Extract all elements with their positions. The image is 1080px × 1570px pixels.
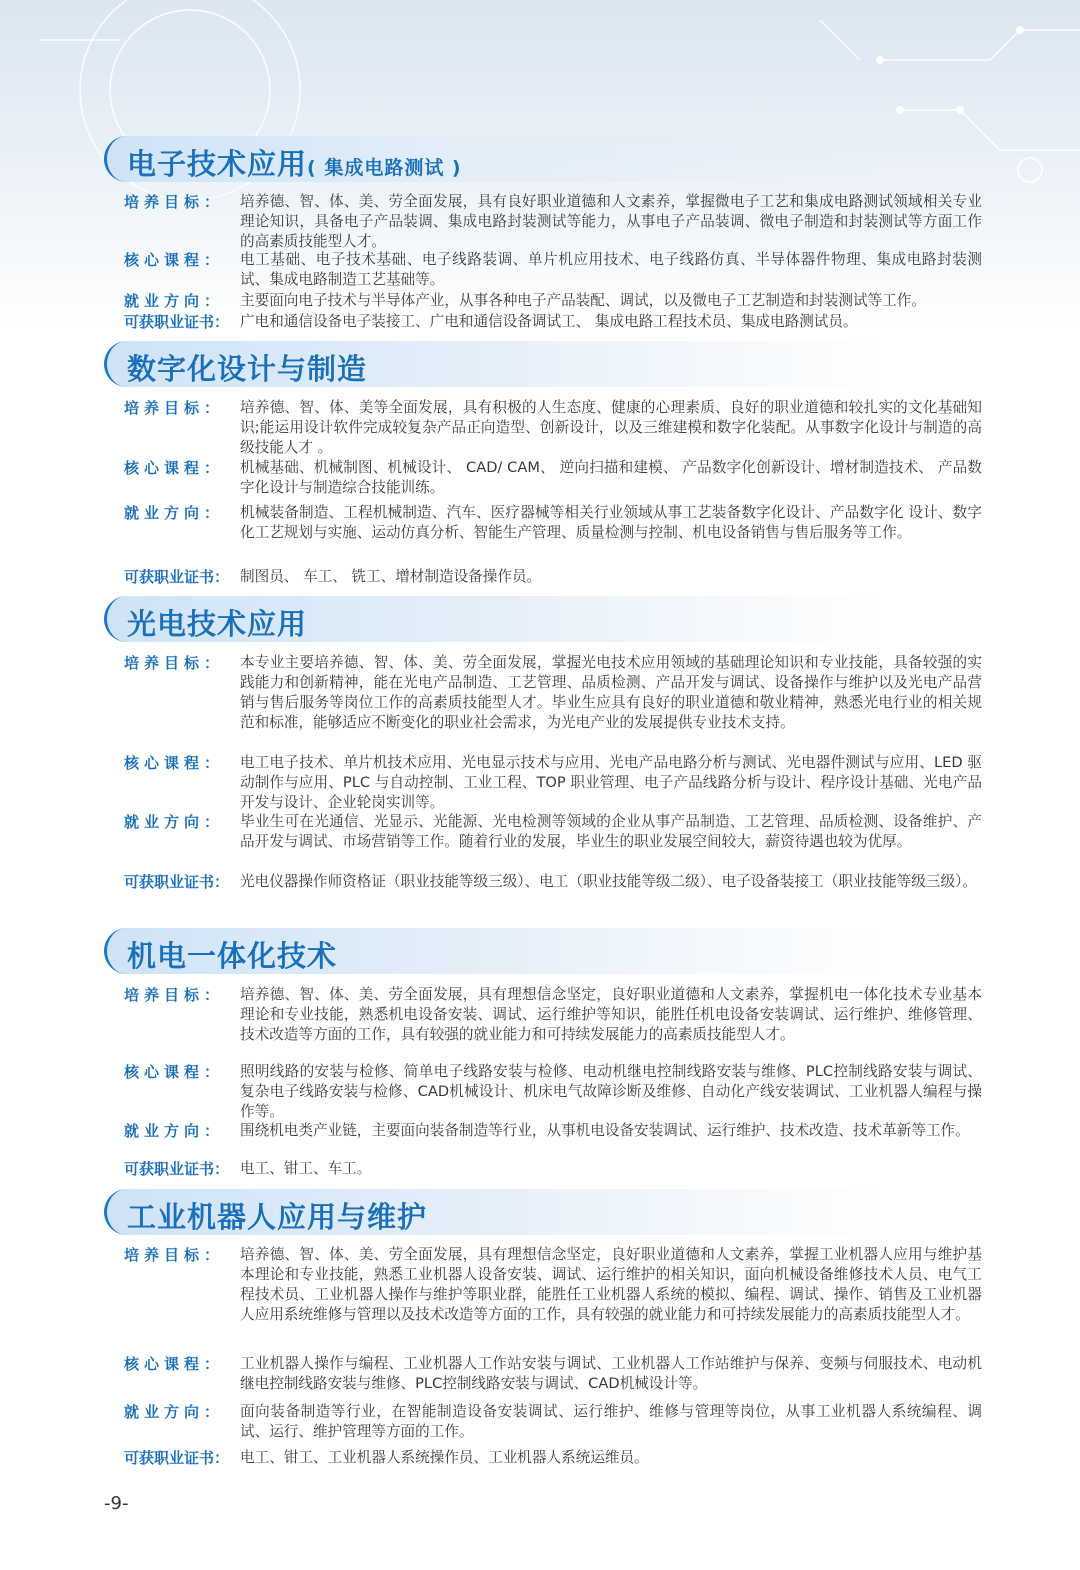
row-text: 电工、钳工、工业机器人系统操作员、工业机器人系统运维员。 bbox=[240, 1449, 649, 1466]
row-label: 核心课程： bbox=[124, 459, 225, 477]
row-text: 制图员、 车工、 铣工、增材制造设备操作员。 bbox=[240, 568, 542, 585]
row-label: 核心课程： bbox=[124, 1355, 225, 1373]
row-label: 培养目标： bbox=[124, 1246, 225, 1264]
row-text: 电工、钳工、车工。 bbox=[240, 1160, 372, 1177]
row-text: 工业机器人操作与编程、工业机器人工作站安装与调试、工业机器人工作站维护与保养、变频与伺服技术、电动机继电控制线路安装与维修、PLC控制线路安装与调试、CAD机械设计等。 bbox=[240, 1355, 982, 1392]
row-label: 核心课程： bbox=[124, 754, 225, 772]
row-label: 可获职业证书： bbox=[124, 1449, 230, 1467]
row-label: 核心课程： bbox=[124, 251, 225, 269]
section-title: 光电技术应用 bbox=[127, 607, 308, 641]
row-text: 广电和通信设备电子装接工、广电和通信设备调试工、 集成电路工程技术员、集成电路测试员。 bbox=[240, 313, 858, 330]
row-label: 培养目标： bbox=[124, 399, 225, 417]
section-banner bbox=[104, 136, 884, 182]
row-label: 可获职业证书： bbox=[124, 313, 230, 331]
section-subtitle: ( 集成电路测试 ) bbox=[307, 157, 462, 179]
row-label: 培养目标： bbox=[124, 654, 225, 672]
section-title: 数字化设计与制造 bbox=[127, 352, 368, 386]
row-label: 就业方向： bbox=[124, 813, 225, 831]
row-label: 可获职业证书： bbox=[124, 568, 230, 586]
row-text: 培养德、智、体、美等全面发展，具有积极的人生态度、健康的心理素质、良好的职业道德和较扎实的文化基础知识;能运用设计软件完成较复杂产品正向造型、创新设计，以及三维建模和数字化装配。从事数字化设计与制造的高级技能人才 。 bbox=[240, 399, 982, 456]
section-banner bbox=[104, 596, 884, 642]
section-banner bbox=[104, 1189, 884, 1235]
row-text: 围绕机电类产业链，主要面向装备制造等行业，从事机电设备安装调试、运行维护、技术改造、技术革新等工作。 bbox=[240, 1122, 970, 1139]
section-title: 电子技术应用( 集成电路测试 ) bbox=[127, 147, 462, 181]
row-text: 培养德、智、体、美、劳全面发展，具有理想信念坚定，良好职业道德和人文素养，掌握工业机器人应用与维护基本理论和专业技能，熟悉工业机器人设备安装、调试、运行维护的相关知识，面向机械设备维修技术人员、电气工程技术员、工业机器人操作与维护等职业群，能胜任工业机器人系统的模拟、编程、调试、操作、销售及工业机器人应用系统维修与管理以及技术改造等方面的工作，具有较强的就业能力和可持续发展能力的高素质技能型人才。 bbox=[240, 1246, 982, 1323]
row-label: 可获职业证书： bbox=[124, 1160, 230, 1178]
row-text: 电工电子技术、单片机技术应用、光电显示技术与应用、光电产品电路分析与测试、光电器件测试与应用、LED 驱动制作与应用、PLC 与自动控制、工业工程、TOP 职业管理、电子产品线路分析与设计、程序设计基础、光电产品开发与设计、企业轮岗实训等。 bbox=[240, 754, 982, 811]
row-text: 培养德、智、体、美、劳全面发展，具有良好职业道德和人文素养，掌握微电子工艺和集成电路测试领域相关专业理论知识，具备电子产品装调、集成电路封装测试等能力，从事电子产品装调、微电子制造和封装测试等方面工作的高素质技能型人才。 bbox=[240, 193, 982, 250]
row-label: 就业方向： bbox=[124, 1122, 225, 1140]
row-text: 照明线路的安装与检修、简单电子线路安装与检修、电动机继电控制线路安装与维修、PLC控制线路安装与调试、复杂电子线路安装与检修、CAD机械设计、机床电气故障诊断及维修、自动化产线安装调试、工业机器人编程与操作等。 bbox=[240, 1063, 982, 1120]
row-text: 毕业生可在光通信、光显示、光能源、光电检测等领域的企业从事产品制造、工艺管理、品质检测、设备维护、产品开发与调试、市场营销等工作。随着行业的发展，毕业生的职业发展空间较大，薪资待遇也较为优厚。 bbox=[240, 813, 982, 850]
row-text: 电工基础、电子技术基础、电子线路装调、单片机应用技术、电子线路仿真、半导体器件物理、集成电路封装测试、集成电路制造工艺基础等。 bbox=[240, 251, 982, 288]
section-banner bbox=[104, 341, 884, 387]
row-text: 机械装备制造、工程机械制造、汽车、医疗器械等相关行业领域从事工艺装备数字化设计、产品数字化 设计、数字化工艺规划与实施、运动仿真分析、智能生产管理、质量检测与控制、机电设备销售与售后服务等工作。 bbox=[240, 504, 982, 541]
row-label: 核心课程： bbox=[124, 1063, 225, 1081]
row-text: 本专业主要培养德、智、体、美、劳全面发展，掌握光电技术应用领域的基础理论知识和专业技能，具备较强的实践能力和创新精神，能在光电产品制造、工艺管理、品质检测、产品开发与调试、设备操作与维护以及光电产品营销与售后服务等岗位工作的高素质技能型人才。毕业生应具有良好的职业道德和敬业精神，熟悉光电行业的相关规范和标准，能够适应不断变化的职业社会需求，为光电产业的发展提供专业技术支持。 bbox=[240, 654, 982, 731]
row-label: 培养目标： bbox=[124, 193, 225, 211]
row-text: 培养德、智、体、美、劳全面发展，具有理想信念坚定，良好职业道德和人文素养，掌握机电一体化技术专业基本理论和专业技能，熟悉机电设备安装、调试、运行维护等知识，能胜任机电设备安装调试、运行维护、维修管理、技术改造等方面的工作，具有较强的就业能力和可持续发展能力的高素质技能型人才。 bbox=[240, 986, 982, 1043]
row-text: 光电仪器操作师资格证（职业技能等级三级）、电工（职业技能等级二级）、电子设备装接工（职业技能等级三级）。 bbox=[240, 873, 977, 890]
row-label: 就业方向： bbox=[124, 1403, 225, 1421]
section-title: 机电一体化技术 bbox=[127, 939, 338, 973]
page-number: -9- bbox=[104, 1493, 129, 1514]
section-banner bbox=[104, 928, 884, 974]
row-text: 机械基础、机械制图、机械设计、 CAD/ CAM、 逆向扫描和建模、 产品数字化创新设计、增材制造技术、 产品数字化设计与制造综合技能训练。 bbox=[240, 459, 982, 496]
section-title: 工业机器人应用与维护 bbox=[127, 1200, 428, 1234]
row-text: 面向装备制造等行业，在智能制造设备安装调试、运行维护、维修与管理等岗位，从事工业机器人系统编程、调试、运行、维护管理等方面的工作。 bbox=[240, 1403, 982, 1440]
row-label: 就业方向： bbox=[124, 504, 225, 522]
row-label: 可获职业证书： bbox=[124, 873, 230, 891]
row-label: 培养目标： bbox=[124, 986, 225, 1004]
row-label: 就业方向： bbox=[124, 292, 225, 310]
row-text: 主要面向电子技术与半导体产业，从事各种电子产品装配、调试，以及微电子工艺制造和封装测试等工作。 bbox=[240, 292, 926, 309]
